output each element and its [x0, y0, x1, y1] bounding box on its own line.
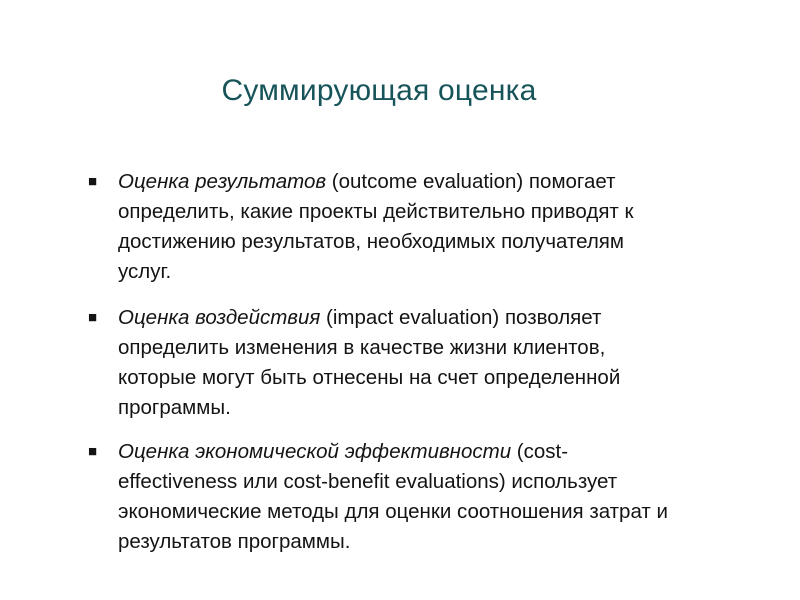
- bullet-item-outcome-evaluation: [88, 167, 678, 287]
- square-bullet-icon: ■: [88, 443, 98, 460]
- bullet-text: (cost-effectiveness или cost-benefit evaluations) использует экономические методы для оценки соотношения затрат и результатов программы.: [118, 440, 668, 553]
- bullet-term: Оценка воздействия: [118, 306, 321, 329]
- bullet-term: Оценка результатов: [118, 170, 327, 193]
- bullet-item-cost-effectiveness: [88, 437, 678, 557]
- bullet-term: Оценка экономической эффективности: [118, 440, 512, 463]
- bullet-item-impact-evaluation: [88, 303, 678, 423]
- square-bullet-icon: ■: [88, 309, 98, 326]
- bullet-list: [88, 167, 678, 573]
- square-bullet-icon: ■: [88, 173, 98, 190]
- bullet-text: (outcome evaluation) помогает определить, какие проекты действительно приводят к достижению результатов, необходимых получателям услуг.: [118, 170, 634, 283]
- slide-title: Суммирующая оценка: [221, 74, 537, 107]
- bullet-text: (impact evaluation) позволяет определить изменения в качестве жизни клиентов, которые могут быть отнесены на счет определенной программы.: [118, 306, 621, 419]
